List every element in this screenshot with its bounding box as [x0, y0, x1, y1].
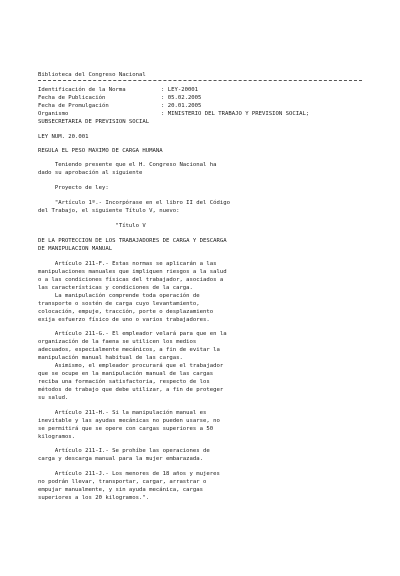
body-line: "Título V — [38, 223, 146, 229]
body-line: métodos de trabajo que debe utilizar, a fin de proteger — [38, 387, 224, 393]
body-line: reciba una formación satisfactoria, respecto de los — [38, 379, 210, 385]
body-line: dado su aprobación al siguiente — [38, 170, 143, 176]
body-line: manipulación manual habitual de las cargas. — [38, 355, 183, 361]
body-line: Artículo 211-J.- Los menores de 18 años y mujeres — [38, 471, 220, 477]
body-line: empujar manualmente, y sin ayuda mecánica, cargas — [38, 487, 204, 493]
meta-value-identificacion: : LEY-20001 — [161, 87, 199, 93]
body-line: Asimismo, el empleador procurará que el trabajador — [38, 363, 224, 369]
meta-label-publicacion: Fecha de Publicación — [38, 95, 106, 101]
meta-subsecretaria: SUBSECRETARIA DE PREVISION SOCIAL — [38, 119, 150, 125]
meta-value-promulgacion: : 20.01.2005 — [161, 103, 202, 109]
body-line: Teniendo presente que el H. Congreso Nacional ha — [38, 162, 217, 168]
body-line: o a las condiciones físicas del trabajador, asociados a — [38, 277, 224, 283]
body-line: que se ocupe en la manipulación manual de las cargas — [38, 371, 214, 377]
body-line: DE LA PROTECCION DE LOS TRABAJADORES DE CARGA Y DESCARGA — [38, 238, 227, 244]
body-line: superiores a los 20 kilogramos.". — [38, 495, 150, 501]
body-line: Artículo 211-I.- Se prohíbe las operaciones de — [38, 448, 210, 454]
header-divider — [38, 80, 362, 81]
body-line: La manipulación comprende toda operación de — [38, 293, 200, 299]
body-line: Proyecto de ley: — [38, 185, 109, 191]
body-line: manipulaciones manuales que impliquen riesgos a la salud — [38, 269, 227, 275]
body-line: kilogramos. — [38, 434, 76, 440]
body-line: adecuados, especialmente mecánicos, a fin de evitar la — [38, 347, 220, 353]
law-number: LEY NUM. 20.001 — [38, 134, 89, 140]
body-line: DE MANIPULACION MANUAL — [38, 246, 113, 252]
body-line: Artículo 211-F.- Estas normas se aplicarán a las — [38, 261, 217, 267]
library-header: Biblioteca del Congreso Nacional — [38, 72, 146, 78]
body-line: su salud. — [38, 395, 69, 401]
body-line: Artículo 211-G.- El empleador velará para que en la — [38, 331, 227, 337]
meta-label-identificacion: Identificación de la Norma — [38, 87, 126, 93]
body-line: se permitirá que se opere con cargas superiores a 50 — [38, 426, 214, 432]
body-line: "Artículo 1º.- Incorpórase en el libro II del Código — [38, 200, 230, 206]
law-title: REGULA EL PESO MAXIMO DE CARGA HUMANA — [38, 148, 163, 154]
body-line: carga y descarga manual para la mujer embarazada. — [38, 456, 204, 462]
meta-value-publicacion: : 05.02.2005 — [161, 95, 202, 101]
body-line: del Trabajo, el siguiente Título V, nuevo: — [38, 208, 180, 214]
body-line: colocación, empuje, tracción, porte o desplazamiento — [38, 309, 214, 315]
body-line: Artículo 211-H.- Si la manipulación manual es — [38, 410, 207, 416]
body-line: no podrán llevar, transportar, cargar, arrastrar o — [38, 479, 207, 485]
meta-label-organismo: Organismo — [38, 111, 69, 117]
meta-label-promulgacion: Fecha de Promulgación — [38, 103, 109, 109]
body-line: exija esfuerzo físico de uno o varios trabajadores. — [38, 317, 210, 323]
body-line: inevitable y las ayudas mecánicas no pueden usarse, no — [38, 418, 220, 424]
body-line: transporte o sostén de carga cuyo levantamiento, — [38, 301, 200, 307]
meta-value-organismo: : MINISTERIO DEL TRABAJO Y PREVISION SOCIAL; — [161, 111, 310, 117]
body-line: organización de la faena se utilicen los medios — [38, 339, 197, 345]
body-line: las características y condiciones de la carga. — [38, 285, 193, 291]
